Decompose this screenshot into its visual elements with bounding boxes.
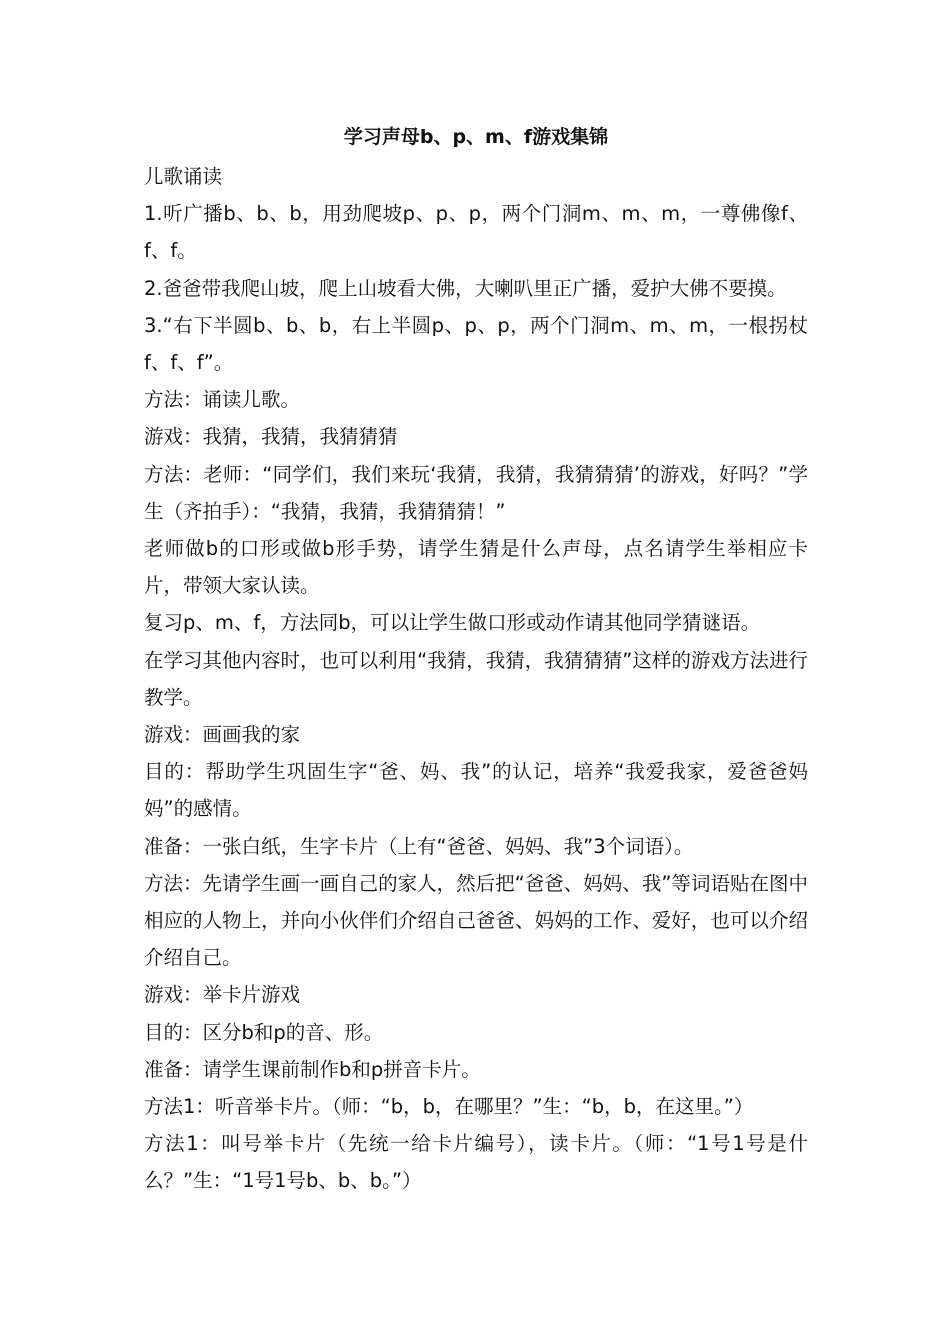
document-body bbox=[144, 118, 808, 1200]
rhyme-method: 方法：诵读儿歌。 bbox=[144, 388, 301, 412]
game-card-method-1: 方法1：听音举卡片。（师：“b，b，在哪里？”生：“b，b，在这里。”） bbox=[144, 1095, 754, 1119]
game-guess-step-1: 老师做b的口形或做b形手势，请学生猜是什么声母，点名请学生举相应卡片，带领大家认读。 bbox=[144, 537, 808, 598]
game-guess-method: 方法：老师：“同学们，我们来玩‘我猜，我猜，我猜猜猜’的游戏，好吗？”学生（齐拍手）：“我猜，我猜，我猜猜猜！” bbox=[144, 462, 808, 523]
game-card-purpose: 目的：区分b和p的音、形。 bbox=[144, 1020, 384, 1044]
rhyme-1: 1.听广播b、b、b，用劲爬坡p、p、p，两个门洞m、m、m，一尊佛像f、f、f。 bbox=[144, 202, 808, 263]
game-card-preparation: 准备：请学生课前制作b和p拼音卡片。 bbox=[144, 1057, 481, 1081]
game-guess-heading: 游戏：我猜，我猜，我猜猜猜 bbox=[144, 425, 398, 449]
game-draw-preparation: 准备：一张白纸，生字卡片（上有“爸爸、妈妈、我”3个词语）。 bbox=[144, 834, 694, 858]
game-card-heading: 游戏：举卡片游戏 bbox=[144, 983, 301, 1007]
document-title: 学习声母b、p、m、f游戏集锦 bbox=[343, 126, 609, 148]
game-draw-purpose: 目的：帮助学生巩固生字“爸、妈、我”的认记，培养“我爱我家，爱爸爸妈妈”的感情。 bbox=[144, 760, 808, 821]
game-draw-method: 方法：先请学生画一画自己的家人，然后把“爸爸、妈妈、我”等词语贴在图中相应的人物上，并向小伙伴们介绍自己爸爸、妈妈的工作、爱好，也可以介绍介绍自己。 bbox=[144, 871, 808, 970]
game-draw-heading: 游戏：画画我的家 bbox=[144, 723, 301, 747]
section-heading-rhymes: 儿歌诵读 bbox=[144, 165, 223, 188]
game-guess-step-2: 复习p、m、f，方法同b，可以让学生做口形或动作请其他同学猜谜语。 bbox=[144, 611, 761, 635]
rhyme-3: 3.“右下半圆b、b、b，右上半圆p、p、p，两个门洞m、m、m，一根拐杖f、f、f”。 bbox=[144, 313, 808, 375]
game-guess-note: 在学习其他内容时，也可以利用“我猜，我猜，我猜猜猜”这样的游戏方法进行教学。 bbox=[144, 648, 808, 709]
game-card-method-2: 方法1：叫号举卡片（先统一给卡片编号），读卡片。（师：“1号1号是什么？”生：“1号1号b、b、b。”） bbox=[144, 1132, 808, 1193]
rhyme-2: 2.爸爸带我爬山坡，爬上山坡看大佛，大喇叭里正广播，爱护大佛不要摸。 bbox=[144, 276, 787, 300]
